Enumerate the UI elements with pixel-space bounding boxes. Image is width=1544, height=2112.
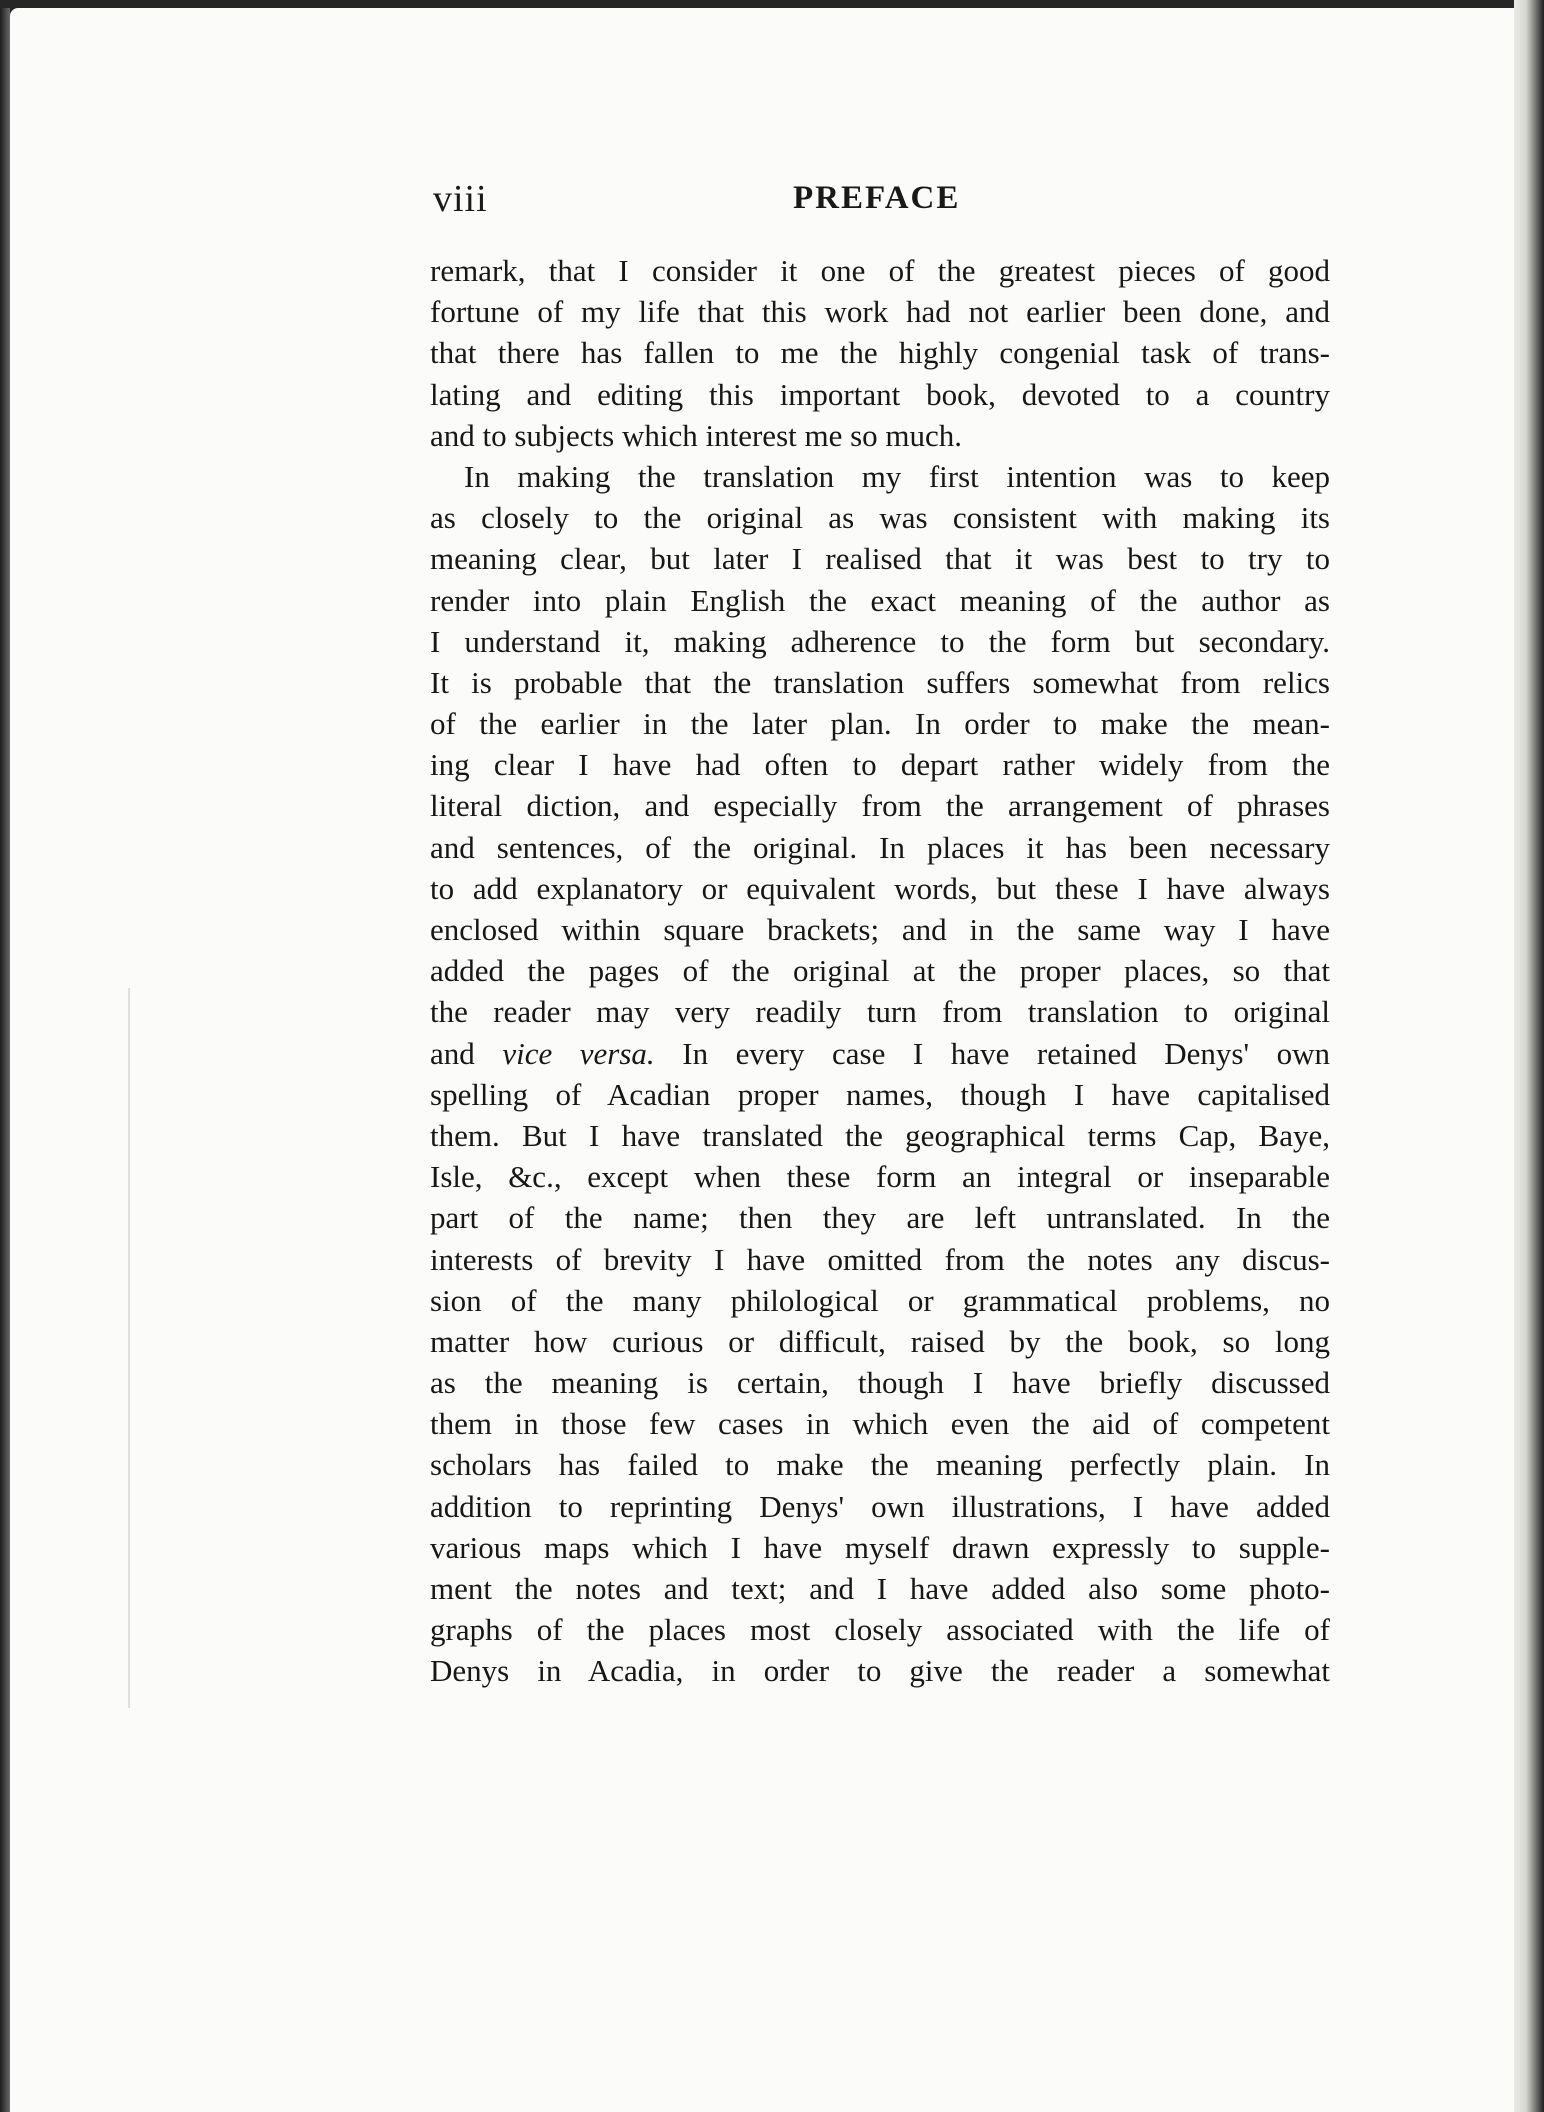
text-line: as closely to the original as was consistent with making its [430, 500, 1330, 536]
text-line: graphs of the places most closely associated with the life of [430, 1612, 1330, 1648]
text-line: the reader may very readily turn from translation to original [430, 994, 1330, 1030]
text-line: literal diction, and especially from the arrangement of phrases [430, 788, 1330, 824]
text-line: them in those few cases in which even the aid of competent [430, 1406, 1330, 1442]
text-line: of the earlier in the later plan. In order to make the mean- [430, 706, 1330, 742]
text-line: matter how curious or difficult, raised by the book, so long [430, 1323, 1330, 1359]
line-start-text: and [430, 1035, 503, 1071]
text-line: meaning clear, but later I realised that it was best to try to [430, 541, 1330, 577]
text-line: I understand it, making adherence to the form but secondary. [430, 623, 1330, 659]
text-line: It is probable that the translation suffers somewhat from relics [430, 664, 1330, 700]
text-line: them. But I have translated the geographical terms Cap, Baye, [430, 1117, 1330, 1153]
text-line: ing clear I have had often to depart rather widely from the [430, 747, 1330, 783]
text-line: and to subjects which interest me so much. [430, 417, 963, 453]
italic-phrase: vice versa. [502, 1035, 655, 1071]
text-line: added the pages of the original at the proper places, so that [430, 953, 1330, 989]
right-page-edge [1514, 0, 1544, 2112]
text-line: Isle, &c., except when these form an integral or inseparable [430, 1159, 1330, 1195]
text-line-with-italic [430, 1033, 1330, 1074]
running-head [433, 178, 1313, 226]
text-line: sion of the many philological or grammatical problems, no [430, 1282, 1330, 1318]
line-end-text: In every case I have retained Denys' own [654, 1035, 1331, 1071]
text-line: to add explanatory or equivalent words, but these I have always [430, 870, 1330, 906]
text-line: remark, that I consider it one of the greatest pieces of good [430, 253, 1330, 288]
text-line: that there has fallen to me the highly congenial task of trans- [430, 335, 1330, 371]
text-line: and sentences, of the original. In places it has been necessary [430, 829, 1330, 865]
text-line: lating and editing this important book, devoted to a country [430, 376, 1330, 412]
text-line: addition to reprinting Denys' own illustrations, I have added [430, 1488, 1330, 1524]
text-line: ment the notes and text; and I have added also some photo- [430, 1571, 1330, 1606]
body-text [430, 250, 1330, 1710]
page-number: viii [433, 178, 488, 220]
left-page-shadow [0, 8, 10, 2112]
paragraph-start-line: In making the translation my first intention was to keep [464, 458, 1330, 494]
page-crease [128, 988, 130, 1708]
text-line: enclosed within square brackets; and in the same way I have [430, 912, 1330, 947]
page-title: PREFACE [793, 180, 961, 216]
text-line: various maps which I have myself drawn expressly to supple- [430, 1529, 1330, 1565]
text-line: render into plain English the exact meaning of the author as [430, 582, 1330, 618]
text-line: spelling of Acadian proper names, though I have capitalised [430, 1076, 1330, 1112]
text-line: as the meaning is certain, though I have briefly discussed [430, 1365, 1330, 1401]
text-line: Denys in Acadia, in order to give the reader a somewhat [430, 1653, 1330, 1689]
text-line: fortune of my life that this work had not earlier been done, and [430, 294, 1330, 330]
text-line: part of the name; then they are left untranslated. In the [430, 1200, 1330, 1236]
text-line: interests of brevity I have omitted from the notes any discus- [430, 1241, 1330, 1277]
text-line: scholars has failed to make the meaning perfectly plain. In [430, 1447, 1330, 1483]
